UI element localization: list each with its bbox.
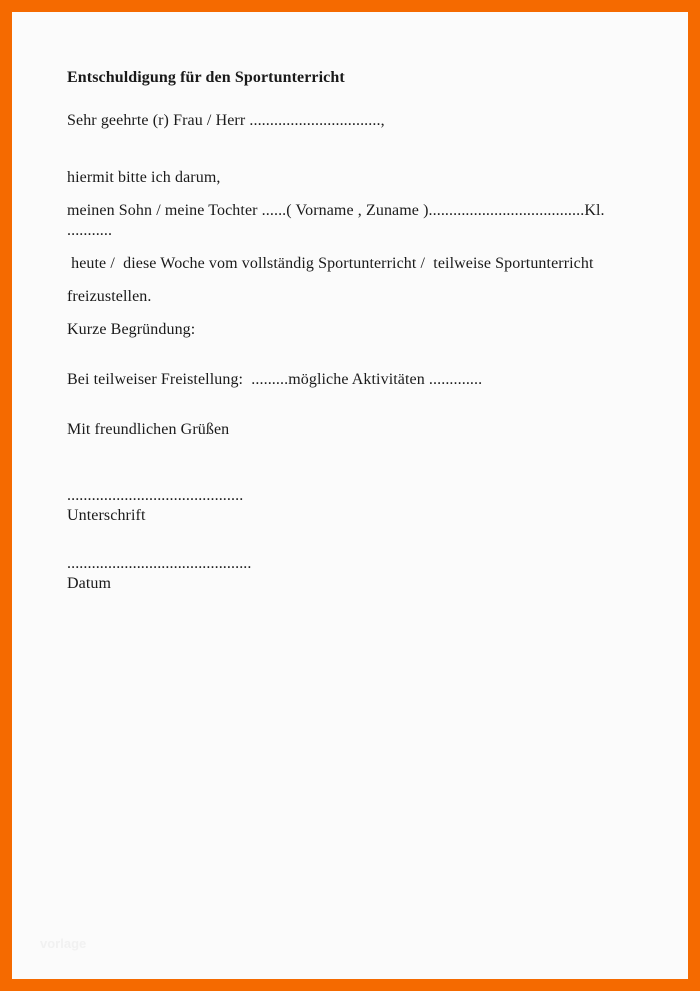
signature-dotted-line: ........................................... bbox=[67, 487, 244, 504]
exemption-period-line: heute / diese Woche vom vollständig Sportunterricht / teilweise Sportunterricht bbox=[67, 255, 594, 272]
request-intro-line: hiermit bitte ich darum, bbox=[67, 169, 221, 186]
partial-exemption-line: Bei teilweiser Freistellung: .........mögliche Aktivitäten ............. bbox=[67, 371, 483, 388]
signature-label: Unterschrift bbox=[67, 507, 146, 524]
date-label: Datum bbox=[67, 575, 112, 592]
salutation-line: Sehr geehrte (r) Frau / Herr ................................, bbox=[67, 112, 385, 129]
date-dotted-line: ............................................. bbox=[67, 555, 252, 572]
letter-content bbox=[12, 12, 688, 594]
watermark-text: vorlage bbox=[40, 936, 87, 951]
reason-label: Kurze Begründung: bbox=[67, 321, 196, 338]
closing-line: Mit freundlichen Grüßen bbox=[67, 421, 230, 438]
child-name-line: meinen Sohn / meine Tochter ......( Vorname , Zuname )......................................Kl. ........... bbox=[67, 202, 609, 239]
release-line: freizustellen. bbox=[67, 288, 152, 305]
letter-title: Entschuldigung für den Sportunterricht bbox=[67, 69, 345, 86]
